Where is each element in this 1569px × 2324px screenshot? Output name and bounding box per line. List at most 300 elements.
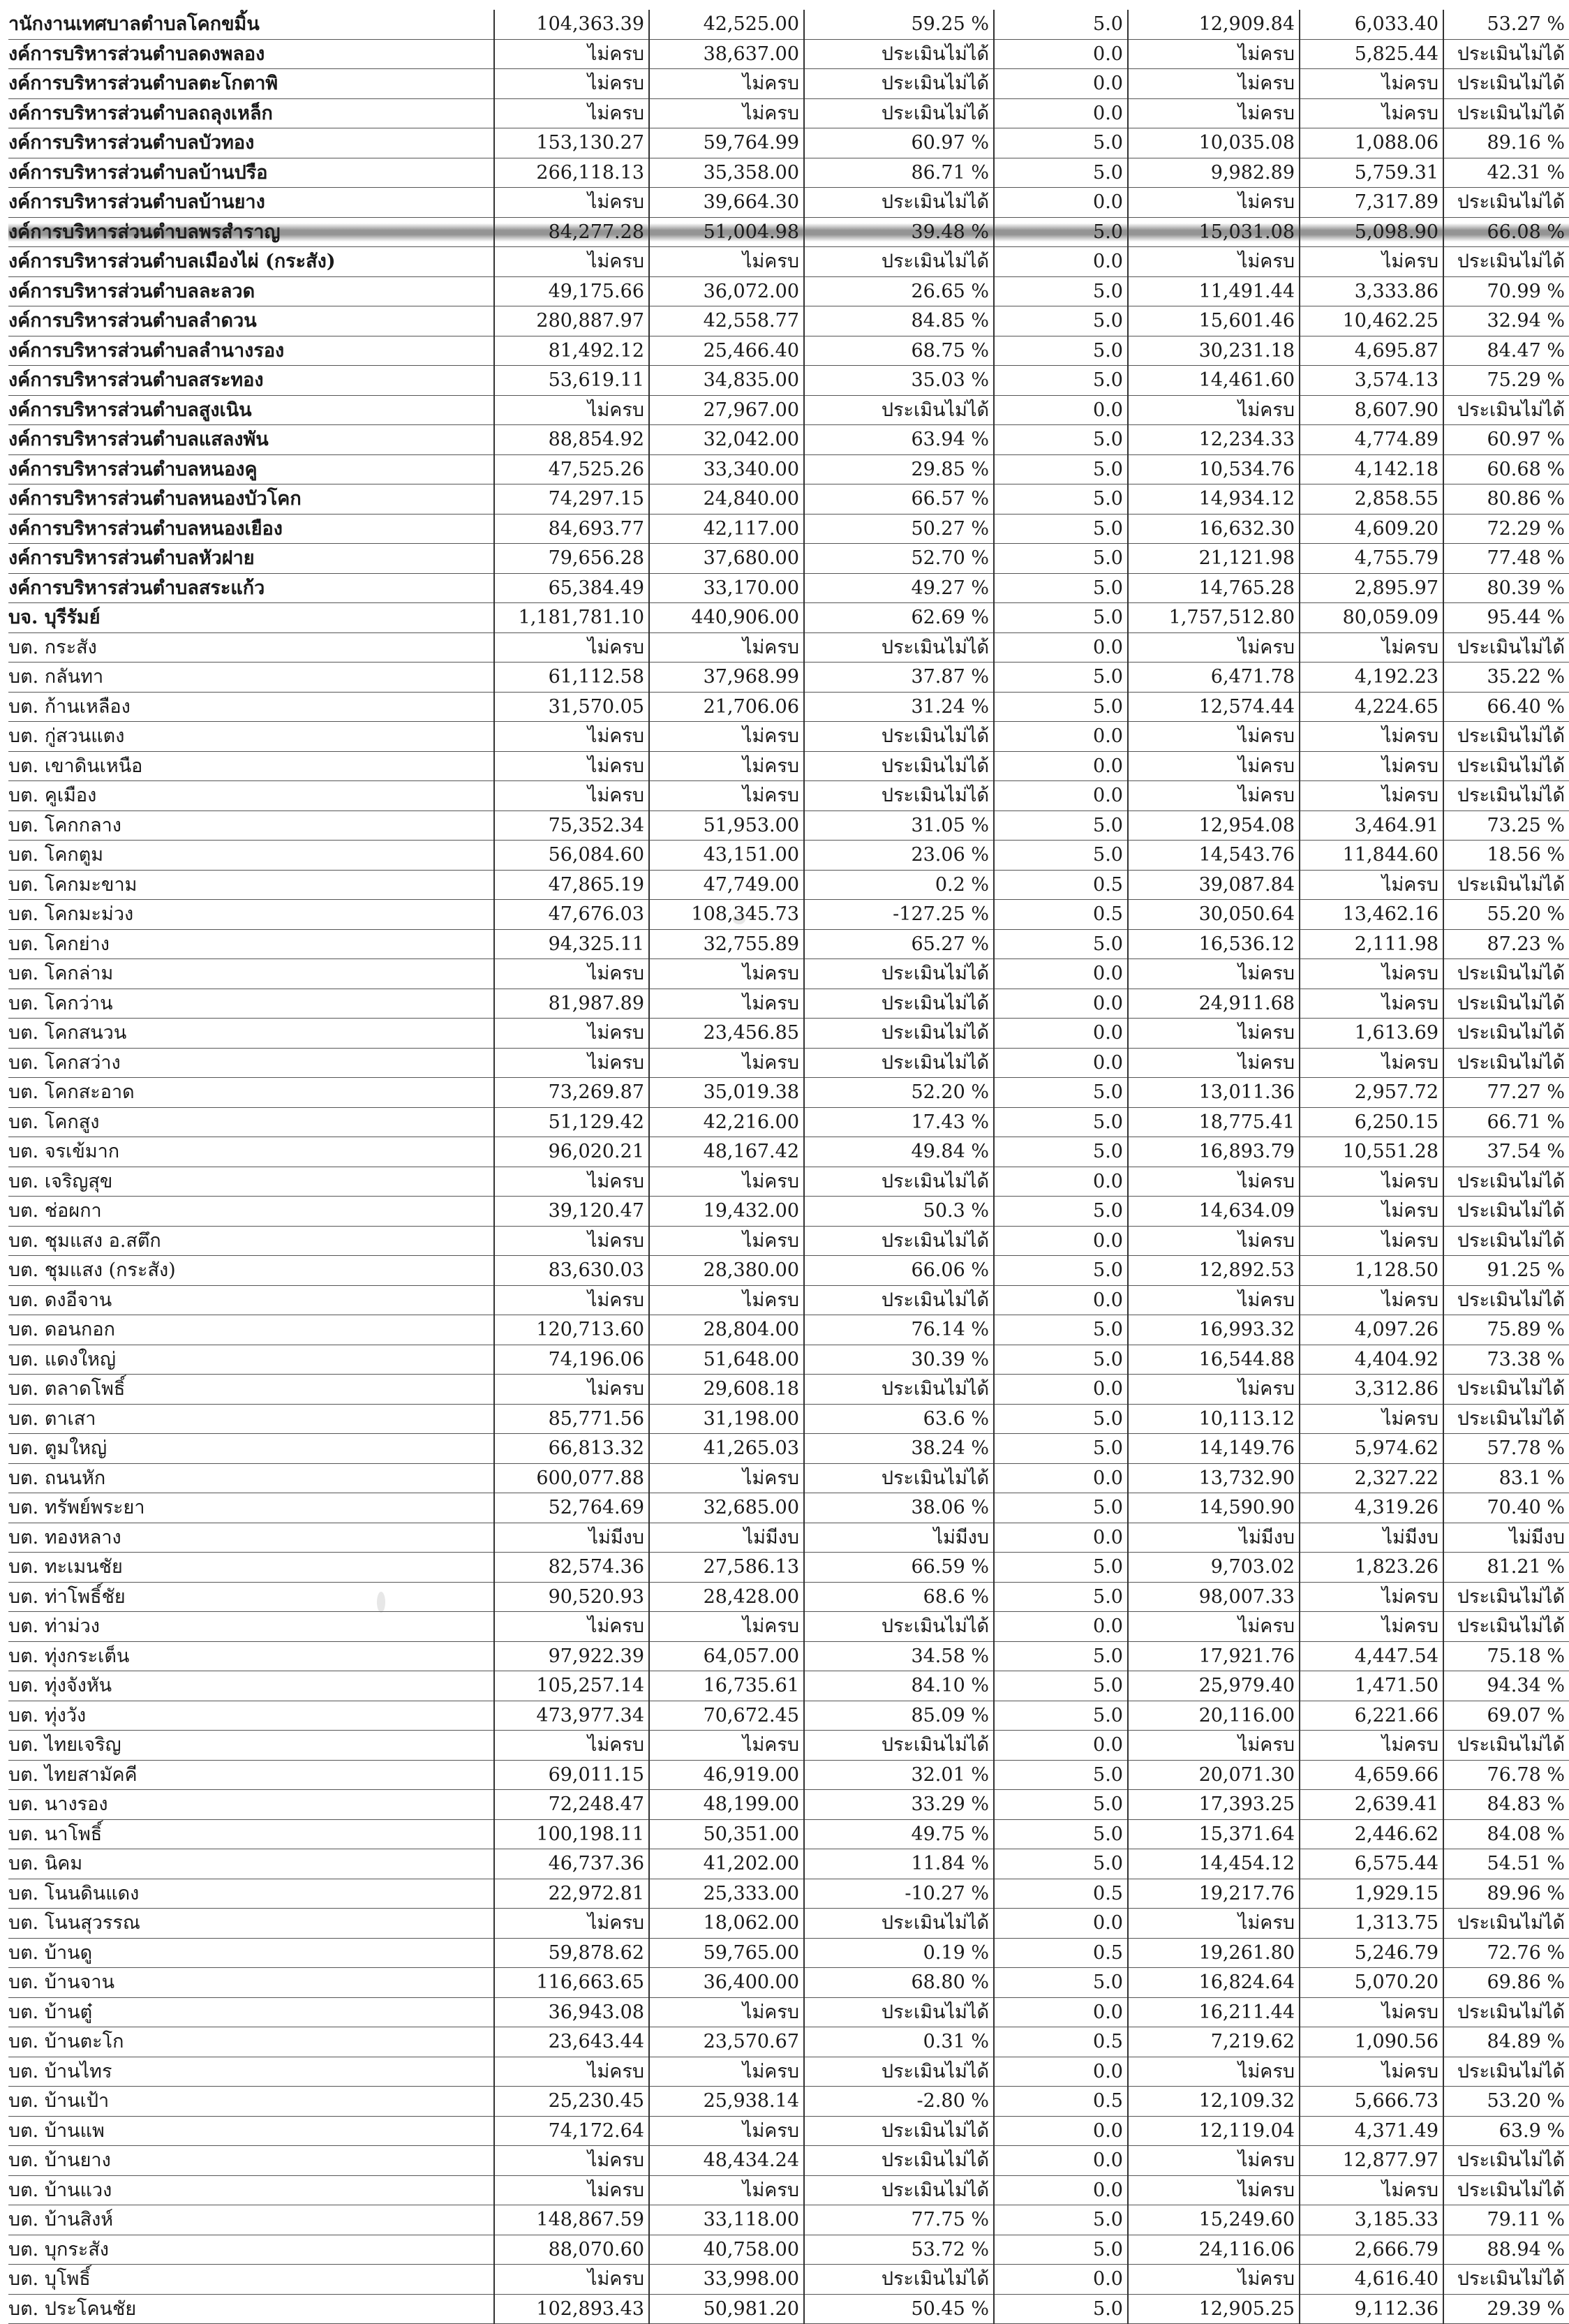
percent-cell-1: 85.09 % [804,1701,994,1731]
percent-cell-1: 26.65 % [804,276,994,306]
value-cell-1: 81,492.12 [494,336,649,366]
entity-name-cell: บต. เจริญสุข [8,1167,494,1197]
score-cell: 5.0 [994,692,1128,722]
table-row [8,1137,1569,1167]
value-cell-4: 2,666.79 [1300,2235,1443,2265]
score-cell: 5.0 [994,1701,1128,1731]
table-row [8,2265,1569,2295]
value-cell-1: 59,878.62 [494,1938,649,1968]
value-cell-1: 280,887.97 [494,306,649,336]
table-row [8,1375,1569,1405]
value-cell-3: ไม่ครบ [1128,1167,1300,1197]
table-row [8,1434,1569,1464]
percent-cell-1: 65.27 % [804,929,994,959]
percent-cell-1: 84.85 % [804,306,994,336]
percent-cell-1: 66.06 % [804,1256,994,1286]
percent-cell-1: 52.20 % [804,1078,994,1108]
entity-name-cell: งค์การบริหารส่วนตำบลเมืองไผ่ (กระสัง) [8,247,494,277]
percent-cell-2: ประเมินไม่ได้ [1443,722,1569,752]
entity-name-cell: บต. ตูมใหญ่ [8,1434,494,1464]
value-cell-1: 79,656.28 [494,544,649,574]
entity-name-cell: บต. บ้านไทร [8,2057,494,2087]
percent-cell-2: 84.47 % [1443,336,1569,366]
budget-table [8,10,1569,2324]
score-cell: 5.0 [994,158,1128,188]
percent-cell-2: 75.29 % [1443,366,1569,396]
entity-name-cell: บต. กู่สวนแตง [8,722,494,752]
table-row [8,247,1569,277]
percent-cell-1: 31.05 % [804,811,994,841]
percent-cell-1: ประเมินไม่ได้ [804,959,994,989]
percent-cell-1: -2.80 % [804,2087,994,2117]
entity-name-cell: านักงานเทศบาลตำบลโคกขมิ้น [8,10,494,39]
entity-name-cell: บต. บ้านแพ [8,2116,494,2146]
table-row [8,929,1569,959]
value-cell-3: 1,757,512.80 [1128,603,1300,633]
entity-name-cell: บต. โคกว่าน [8,989,494,1019]
value-cell-2: 36,400.00 [649,1968,804,1998]
value-cell-4: 80,059.09 [1300,603,1443,633]
table-row [8,1701,1569,1731]
percent-cell-1: 63.94 % [804,425,994,455]
value-cell-2: 33,998.00 [649,2265,804,2295]
value-cell-3: ไม่ครบ [1128,98,1300,128]
score-cell: 5.0 [994,1107,1128,1137]
entity-name-cell: งค์การบริหารส่วนตำบลดงพลอง [8,39,494,69]
value-cell-3: ไม่ครบ [1128,69,1300,99]
value-cell-3: ไม่ครบ [1128,1019,1300,1049]
score-cell: 0.0 [994,751,1128,781]
value-cell-4: ไม่ครบ [1300,751,1443,781]
percent-cell-2: 32.94 % [1443,306,1569,336]
value-cell-3: 18,775.41 [1128,1107,1300,1137]
table-row [8,1285,1569,1315]
table-row [8,188,1569,218]
score-cell: 0.0 [994,98,1128,128]
value-cell-3: 12,909.84 [1128,10,1300,39]
value-cell-2: 59,764.99 [649,128,804,158]
table-row [8,692,1569,722]
value-cell-1: 66,813.32 [494,1434,649,1464]
percent-cell-1: ประเมินไม่ได้ [804,632,994,663]
value-cell-3: 16,993.32 [1128,1315,1300,1345]
table-row [8,959,1569,989]
percent-cell-1: -10.27 % [804,1879,994,1909]
table-row [8,2057,1569,2087]
percent-cell-2: 81.21 % [1443,1553,1569,1583]
value-cell-2: 48,434.24 [649,2146,804,2176]
table-row [8,573,1569,603]
value-cell-2: ไม่ครบ [649,1997,804,2027]
percent-cell-2: 77.27 % [1443,1078,1569,1108]
percent-cell-2: ประเมินไม่ได้ [1443,2057,1569,2087]
value-cell-4: ไม่ครบ [1300,1167,1443,1197]
value-cell-3: ไม่ครบ [1128,188,1300,218]
score-cell: 5.0 [994,1790,1128,1820]
value-cell-4: 5,666.73 [1300,2087,1443,2117]
value-cell-4: ไม่ครบ [1300,1997,1443,2027]
percent-cell-2: ประเมินไม่ได้ [1443,1909,1569,1939]
percent-cell-1: ประเมินไม่ได้ [804,2057,994,2087]
percent-cell-1: 52.70 % [804,544,994,574]
score-cell: 0.5 [994,2087,1128,2117]
value-cell-4: 11,844.60 [1300,841,1443,871]
score-cell: 5.0 [994,603,1128,633]
score-cell: 5.0 [994,573,1128,603]
value-cell-3: ไม่ครบ [1128,751,1300,781]
value-cell-3: 6,471.78 [1128,663,1300,693]
value-cell-4: 2,639.41 [1300,1790,1443,1820]
value-cell-3: 14,461.60 [1128,366,1300,396]
value-cell-4: 10,462.25 [1300,306,1443,336]
score-cell: 0.0 [994,632,1128,663]
value-cell-4: 1,929.15 [1300,1879,1443,1909]
score-cell: 0.0 [994,69,1128,99]
table-row [8,10,1569,39]
value-cell-2: 42,525.00 [649,10,804,39]
percent-cell-1: ประเมินไม่ได้ [804,247,994,277]
value-cell-2: 33,170.00 [649,573,804,603]
value-cell-2: ไม่ครบ [649,69,804,99]
value-cell-3: 19,261.80 [1128,1938,1300,1968]
entity-name-cell: งค์การบริหารส่วนตำบลสระทอง [8,366,494,396]
value-cell-2: 23,456.85 [649,1019,804,1049]
table-row [8,1463,1569,1493]
value-cell-1: 47,676.03 [494,900,649,930]
entity-name-cell: บต. บ้านตู๋ [8,1997,494,2027]
value-cell-3: 14,765.28 [1128,573,1300,603]
value-cell-4: 5,098.90 [1300,217,1443,247]
percent-cell-1: 29.85 % [804,454,994,484]
table-row [8,1819,1569,1849]
value-cell-3: 39,087.84 [1128,870,1300,900]
value-cell-3: 17,921.76 [1128,1641,1300,1671]
percent-cell-2: 66.40 % [1443,692,1569,722]
value-cell-4: 1,088.06 [1300,128,1443,158]
table-row [8,158,1569,188]
value-cell-1: ไม่ครบ [494,1048,649,1078]
value-cell-4: ไม่ครบ [1300,959,1443,989]
score-cell: 0.0 [994,247,1128,277]
score-cell: 5.0 [994,1256,1128,1286]
value-cell-1: 88,070.60 [494,2235,649,2265]
score-cell: 5.0 [994,1671,1128,1701]
entity-name-cell: งค์การบริหารส่วนตำบลหนองคู [8,454,494,484]
value-cell-1: 600,077.88 [494,1463,649,1493]
entity-name-cell: บต. ตาเสา [8,1404,494,1434]
entity-name-cell: งค์การบริหารส่วนตำบลลำนางรอง [8,336,494,366]
value-cell-2: 47,749.00 [649,870,804,900]
percent-cell-1: 60.97 % [804,128,994,158]
value-cell-2: 70,672.45 [649,1701,804,1731]
entity-name-cell: บต. เขาดินเหนือ [8,751,494,781]
value-cell-1: ไม่ครบ [494,1226,649,1256]
score-cell: 0.0 [994,1463,1128,1493]
percent-cell-2: 42.31 % [1443,158,1569,188]
percent-cell-2: ประเมินไม่ได้ [1443,1019,1569,1049]
percent-cell-1: ประเมินไม่ได้ [804,781,994,811]
value-cell-4: 4,371.49 [1300,2116,1443,2146]
score-cell: 5.0 [994,811,1128,841]
entity-name-cell: บต. บ้านสิงห์ [8,2205,494,2235]
percent-cell-1: 11.84 % [804,1849,994,1879]
entity-name-cell: บต. ทุ่งกระเต็น [8,1641,494,1671]
entity-name-cell: บต. นาโพธิ์ [8,1819,494,1849]
table-row [8,128,1569,158]
score-cell: 0.0 [994,989,1128,1019]
table-row [8,1404,1569,1434]
score-cell: 5.0 [994,1137,1128,1167]
percent-cell-2: ประเมินไม่ได้ [1443,959,1569,989]
entity-name-cell: บต. ไทยเจริญ [8,1731,494,1761]
percent-cell-2: ประเมินไม่ได้ [1443,1997,1569,2027]
percent-cell-2: 76.78 % [1443,1760,1569,1790]
score-cell: 0.0 [994,2116,1128,2146]
entity-name-cell: บต. บ้านเป้า [8,2087,494,2117]
entity-name-cell: งค์การบริหารส่วนตำบลลำดวน [8,306,494,336]
value-cell-3: 13,732.90 [1128,1463,1300,1493]
percent-cell-1: ประเมินไม่ได้ [804,989,994,1019]
value-cell-2: 32,755.89 [649,929,804,959]
table-row [8,663,1569,693]
value-cell-1: ไม่มีงบ [494,1523,649,1553]
percent-cell-1: 62.69 % [804,603,994,633]
score-cell: 5.0 [994,2235,1128,2265]
value-cell-2: ไม่ครบ [649,2175,804,2205]
table-row [8,1315,1569,1345]
value-cell-4: 3,333.86 [1300,276,1443,306]
percent-cell-1: 66.57 % [804,484,994,515]
entity-name-cell: บต. ทุ่งจังหัน [8,1671,494,1701]
score-cell: 0.0 [994,1612,1128,1642]
value-cell-3: ไม่ครบ [1128,2057,1300,2087]
value-cell-2: 24,840.00 [649,484,804,515]
value-cell-2: 25,466.40 [649,336,804,366]
value-cell-3: ไม่มีงบ [1128,1523,1300,1553]
percent-cell-2: 69.07 % [1443,1701,1569,1731]
entity-name-cell: บต. ตลาดโพธิ์ [8,1375,494,1405]
table-row [8,1909,1569,1939]
value-cell-1: 1,181,781.10 [494,603,649,633]
percent-cell-2: 66.08 % [1443,217,1569,247]
entity-name-cell: บต. ดงอีจาน [8,1285,494,1315]
value-cell-2: 25,333.00 [649,1879,804,1909]
value-cell-4: 1,128.50 [1300,1256,1443,1286]
score-cell: 5.0 [994,128,1128,158]
percent-cell-2: ประเมินไม่ได้ [1443,69,1569,99]
percent-cell-2: 60.97 % [1443,425,1569,455]
value-cell-2: 33,118.00 [649,2205,804,2235]
table-row [8,1019,1569,1049]
value-cell-1: 94,325.11 [494,929,649,959]
value-cell-1: 85,771.56 [494,1404,649,1434]
value-cell-2: 35,019.38 [649,1078,804,1108]
entity-name-cell: บต. โนนดินแดง [8,1879,494,1909]
value-cell-4: ไม่ครบ [1300,1731,1443,1761]
table-row [8,395,1569,425]
value-cell-4: 4,404.92 [1300,1345,1443,1375]
percent-cell-1: ประเมินไม่ได้ [804,1048,994,1078]
table-row [8,276,1569,306]
score-cell: 0.0 [994,2146,1128,2176]
table-row [8,1671,1569,1701]
value-cell-1: 46,737.36 [494,1849,649,1879]
table-row [8,722,1569,752]
percent-cell-2: 73.38 % [1443,1345,1569,1375]
percent-cell-2: ประเมินไม่ได้ [1443,247,1569,277]
value-cell-1: 153,130.27 [494,128,649,158]
value-cell-3: 17,393.25 [1128,1790,1300,1820]
value-cell-2: 16,735.61 [649,1671,804,1701]
entity-name-cell: บต. โคกตูม [8,841,494,871]
value-cell-3: ไม่ครบ [1128,1731,1300,1761]
percent-cell-1: ประเมินไม่ได้ [804,1612,994,1642]
value-cell-4: ไม่ครบ [1300,1197,1443,1227]
value-cell-4: 4,319.26 [1300,1493,1443,1523]
score-cell: 5.0 [994,663,1128,693]
percent-cell-1: 77.75 % [804,2205,994,2235]
percent-cell-2: ประเมินไม่ได้ [1443,751,1569,781]
value-cell-2: 48,199.00 [649,1790,804,1820]
percent-cell-2: ประเมินไม่ได้ [1443,1285,1569,1315]
value-cell-2: 38,637.00 [649,39,804,69]
entity-name-cell: งค์การบริหารส่วนตำบลสระแก้ว [8,573,494,603]
percent-cell-1: 68.75 % [804,336,994,366]
percent-cell-2: 95.44 % [1443,603,1569,633]
entity-name-cell: บต. โคกสะอาด [8,1078,494,1108]
table-row [8,1997,1569,2027]
value-cell-4: ไม่ครบ [1300,1582,1443,1612]
percent-cell-2: 88.94 % [1443,2235,1569,2265]
entity-name-cell: งค์การบริหารส่วนตำบลแสลงพัน [8,425,494,455]
table-row [8,1345,1569,1375]
score-cell: 0.0 [994,781,1128,811]
entity-name-cell: บต. โคกกลาง [8,811,494,841]
value-cell-2: 59,765.00 [649,1938,804,1968]
value-cell-1: 52,764.69 [494,1493,649,1523]
entity-name-cell: บต. ท่าม่วง [8,1612,494,1642]
table-row [8,1760,1569,1790]
value-cell-2: 37,968.99 [649,663,804,693]
value-cell-3: ไม่ครบ [1128,2146,1300,2176]
value-cell-4: 1,613.69 [1300,1019,1443,1049]
percent-cell-2: ประเมินไม่ได้ [1443,1197,1569,1227]
value-cell-4: 2,957.72 [1300,1078,1443,1108]
percent-cell-1: ประเมินไม่ได้ [804,2175,994,2205]
value-cell-4: ไม่ครบ [1300,247,1443,277]
percent-cell-2: ประเมินไม่ได้ [1443,1226,1569,1256]
score-cell: 5.0 [994,1760,1128,1790]
value-cell-1: 102,893.43 [494,2294,649,2324]
score-cell: 5.0 [994,306,1128,336]
value-cell-3: 12,954.08 [1128,811,1300,841]
value-cell-3: 21,121.98 [1128,544,1300,574]
value-cell-1: ไม่ครบ [494,1285,649,1315]
entity-name-cell: บต. บ้านดู [8,1938,494,1968]
value-cell-4: ไม่ครบ [1300,632,1443,663]
score-cell: 5.0 [994,10,1128,39]
value-cell-4: 2,858.55 [1300,484,1443,515]
score-cell: 5.0 [994,336,1128,366]
percent-cell-2: ประเมินไม่ได้ [1443,1167,1569,1197]
value-cell-1: ไม่ครบ [494,1612,649,1642]
value-cell-1: 97,922.39 [494,1641,649,1671]
value-cell-4: 5,759.31 [1300,158,1443,188]
table-row [8,1553,1569,1583]
entity-name-cell: บต. บุกระสัง [8,2235,494,2265]
score-cell: 5.0 [994,929,1128,959]
value-cell-4: 6,033.40 [1300,10,1443,39]
value-cell-1: 74,196.06 [494,1345,649,1375]
table-row [8,39,1569,69]
table-row [8,751,1569,781]
value-cell-1: 47,865.19 [494,870,649,900]
percent-cell-2: 60.68 % [1443,454,1569,484]
value-cell-1: 22,972.81 [494,1879,649,1909]
value-cell-1: 39,120.47 [494,1197,649,1227]
percent-cell-2: 63.9 % [1443,2116,1569,2146]
score-cell: 5.0 [994,484,1128,515]
entity-name-cell: บต. จรเข้มาก [8,1137,494,1167]
percent-cell-1: ประเมินไม่ได้ [804,39,994,69]
value-cell-2: ไม่ครบ [649,1048,804,1078]
value-cell-2: ไม่ครบ [649,1285,804,1315]
percent-cell-1: 66.59 % [804,1553,994,1583]
entity-name-cell: บต. โคกสว่าง [8,1048,494,1078]
value-cell-3: ไม่ครบ [1128,1375,1300,1405]
table-row [8,454,1569,484]
percent-cell-2: 84.83 % [1443,1790,1569,1820]
value-cell-1: ไม่ครบ [494,2146,649,2176]
value-cell-1: 104,363.39 [494,10,649,39]
percent-cell-1: 49.27 % [804,573,994,603]
value-cell-1: ไม่ครบ [494,39,649,69]
value-cell-3: 14,634.09 [1128,1197,1300,1227]
value-cell-4: ไม่ครบ [1300,989,1443,1019]
value-cell-3: 30,231.18 [1128,336,1300,366]
value-cell-3: ไม่ครบ [1128,959,1300,989]
value-cell-1: ไม่ครบ [494,2175,649,2205]
value-cell-3: ไม่ครบ [1128,395,1300,425]
percent-cell-2: ประเมินไม่ได้ [1443,1375,1569,1405]
percent-cell-1: -127.25 % [804,900,994,930]
value-cell-1: ไม่ครบ [494,751,649,781]
percent-cell-1: 50.3 % [804,1197,994,1227]
score-cell: 0.0 [994,1375,1128,1405]
entity-name-cell: บต. คูเมือง [8,781,494,811]
percent-cell-1: 0.31 % [804,2027,994,2057]
value-cell-4: 4,192.23 [1300,663,1443,693]
value-cell-4: 1,823.26 [1300,1553,1443,1583]
percent-cell-2: 54.51 % [1443,1849,1569,1879]
entity-name-cell: บต. ทรัพย์พระยา [8,1493,494,1523]
value-cell-4: 4,616.40 [1300,2265,1443,2295]
percent-cell-1: 17.43 % [804,1107,994,1137]
table-row [8,544,1569,574]
value-cell-1: 90,520.93 [494,1582,649,1612]
value-cell-4: 6,221.66 [1300,1701,1443,1731]
value-cell-3: ไม่ครบ [1128,1285,1300,1315]
table-row [8,1523,1569,1553]
percent-cell-1: 38.24 % [804,1434,994,1464]
percent-cell-1: 86.71 % [804,158,994,188]
value-cell-3: ไม่ครบ [1128,39,1300,69]
table-row [8,1879,1569,1909]
value-cell-4: ไม่ครบ [1300,98,1443,128]
value-cell-4: 4,755.79 [1300,544,1443,574]
value-cell-3: 10,534.76 [1128,454,1300,484]
value-cell-3: 98,007.33 [1128,1582,1300,1612]
